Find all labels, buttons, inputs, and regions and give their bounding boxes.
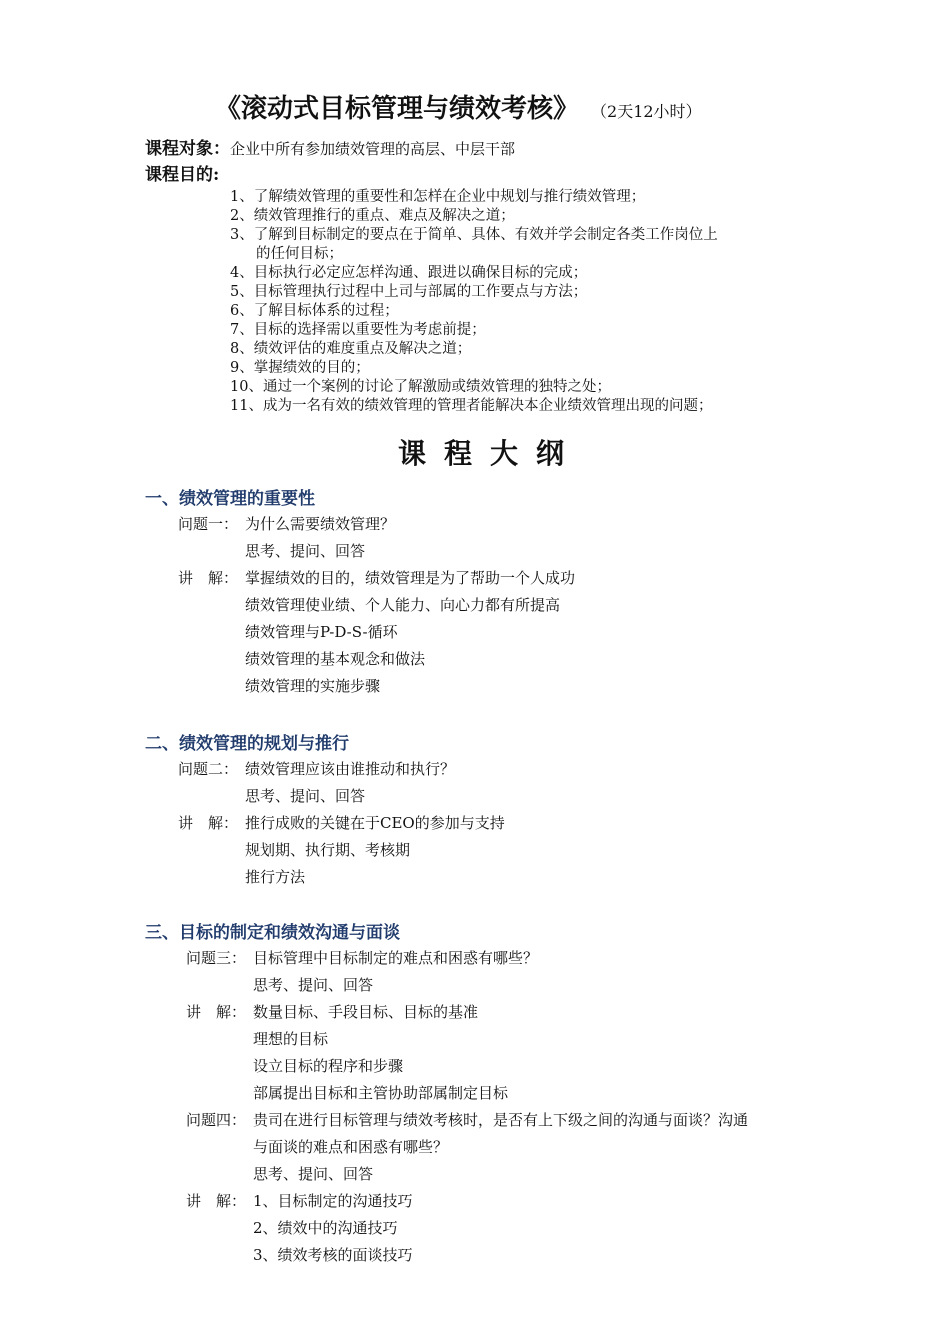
outline-line: 绩效管理的实施步骤: [245, 677, 381, 695]
section-heading: 二、绩效管理的规划与推行: [145, 734, 349, 754]
lecture-label: 讲 解：: [178, 814, 239, 832]
course-title: 《滚动式目标管理与绩效考核》: [215, 94, 580, 124]
question-text-continuation: 与面谈的难点和困惑有哪些？: [253, 1138, 449, 1156]
lecture-label: 讲 解：: [186, 1192, 247, 1210]
question-text: 目标管理中目标制定的难点和困惑有哪些？: [253, 949, 539, 967]
question-text: 为什么需要绩效管理？: [245, 515, 396, 533]
outline-line: 理想的目标: [253, 1030, 329, 1048]
purpose-item: 1、了解绩效管理的重要性和怎样在企业中规划与推行绩效管理；: [230, 189, 646, 205]
purpose-item: 6、了解目标体系的过程；: [230, 303, 399, 319]
purpose-item: 9、掌握绩效的目的；: [230, 360, 370, 376]
question-label: 问题二：: [178, 760, 239, 778]
outline-line: 设立目标的程序和步骤: [253, 1057, 404, 1075]
outline-line: 思考、提问、回答: [245, 542, 366, 560]
outline-line: 思考、提问、回答: [253, 1165, 374, 1183]
outline-line: 绩效管理与P-D-S-循环: [245, 623, 398, 641]
audience-text: 企业中所有参加绩效管理的高层、中层干部: [230, 140, 516, 158]
question-label: 问题一：: [178, 515, 239, 533]
outline-line: 规划期、执行期、考核期: [245, 841, 411, 859]
question-label: 问题四：: [186, 1111, 247, 1129]
outline-line: 绩效管理的基本观念和做法: [245, 650, 426, 668]
outline-line: 绩效管理使业绩、个人能力、向心力都有所提高: [245, 596, 561, 614]
question-text: 绩效管理应该由谁推动和执行？: [245, 760, 456, 778]
section-heading: 三、目标的制定和绩效沟通与面谈: [145, 923, 400, 943]
lecture-label: 讲 解：: [186, 1003, 247, 1021]
page-title: [215, 88, 702, 125]
purpose-item: 8、绩效评估的难度重点及解决之道；: [230, 341, 472, 357]
course-duration: （2天12小时）: [599, 102, 702, 121]
outline-line: 2、绩效中的沟通技巧: [253, 1219, 398, 1237]
audience-line: [145, 134, 515, 159]
purpose-item: 4、目标执行必定应怎样沟通、跟进以确保目标的完成；: [230, 265, 588, 281]
purpose-item: 3、了解到目标制定的要点在于简单、具体、有效并学会制定各类工作岗位上: [230, 227, 718, 243]
purpose-item: 7、目标的选择需以重要性为考虑前提；: [230, 322, 486, 338]
purpose-item: 5、目标管理执行过程中上司与部属的工作要点与方法；: [230, 284, 588, 300]
purpose-item-continuation: 的任何目标；: [256, 246, 343, 262]
audience-label: 课程对象：: [145, 139, 230, 159]
outline-line: 思考、提问、回答: [245, 787, 366, 805]
outline-line: 推行方法: [245, 868, 306, 886]
purpose-item: 10、通过一个案例的讨论了解激励或绩效管理的独特之处；: [230, 379, 611, 395]
lecture-text: 1、目标制定的沟通技巧: [253, 1192, 413, 1210]
outline-line: 部属提出目标和主管协助部属制定目标: [253, 1084, 509, 1102]
outline-line: 3、绩效考核的面谈技巧: [253, 1246, 413, 1264]
lecture-label: 讲 解：: [178, 569, 239, 587]
outline-title: 课程大纲: [398, 437, 583, 470]
purpose-label: 课程目的:: [145, 165, 220, 185]
lecture-text: 掌握绩效的目的，绩效管理是为了帮助一个人成功: [245, 569, 576, 587]
question-text: 贵司在进行目标管理与绩效考核时，是否有上下级之间的沟通与面谈？沟通: [253, 1111, 749, 1129]
lecture-text: 数量目标、手段目标、目标的基准: [253, 1003, 479, 1021]
outline-line: 思考、提问、回答: [253, 976, 374, 994]
purpose-item: 2、绩效管理推行的重点、难点及解决之道；: [230, 208, 515, 224]
section-heading: 一、绩效管理的重要性: [145, 489, 315, 509]
purpose-item: 11、成为一名有效的绩效管理的管理者能解决本企业绩效管理出现的问题；: [230, 398, 713, 414]
question-label: 问题三：: [186, 949, 247, 967]
lecture-text: 推行成败的关键在于CEO的参加与支持: [245, 814, 505, 832]
